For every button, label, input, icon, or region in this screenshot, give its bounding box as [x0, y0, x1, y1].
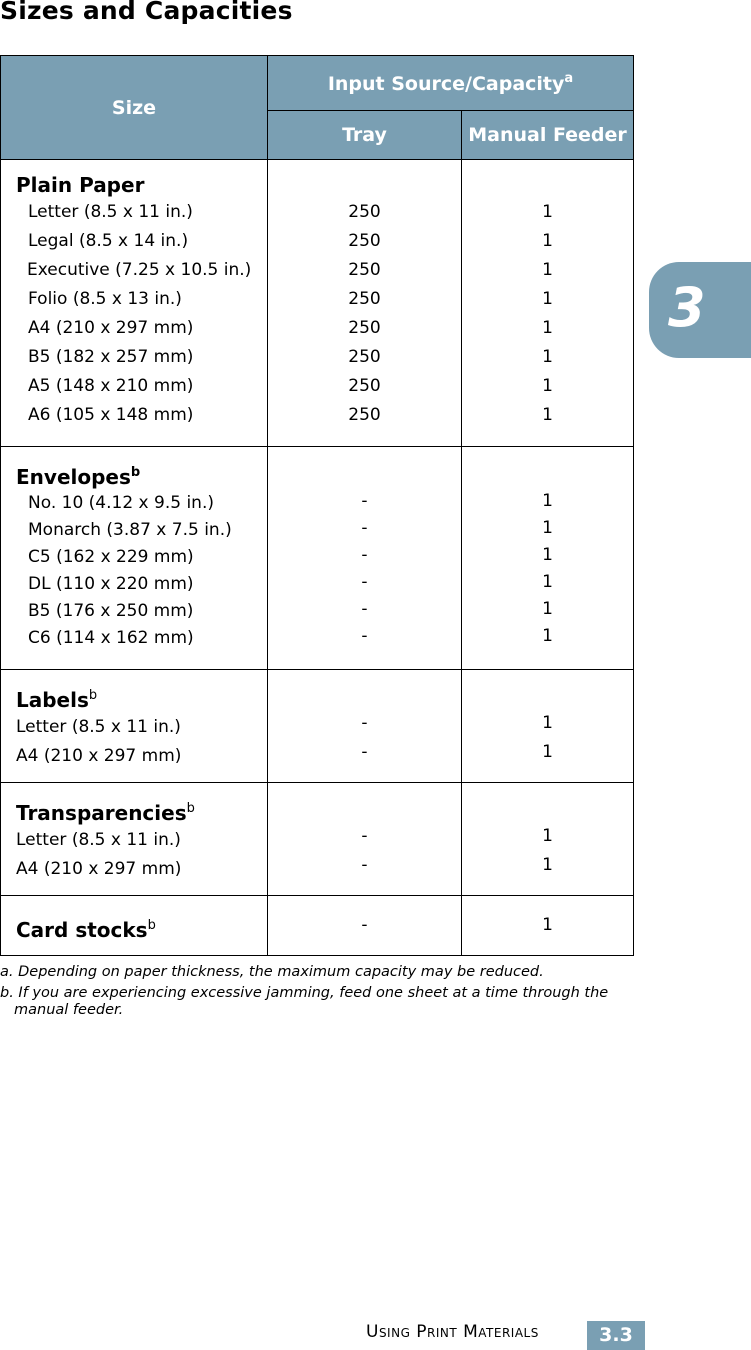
manual-capacity: 1: [542, 347, 553, 367]
tray-capacity: 250: [348, 318, 381, 338]
chapter-number: 3: [668, 276, 706, 339]
table-group-card-stocks: [1, 896, 634, 956]
tray-capacity: 250: [348, 289, 381, 309]
manual-capacity: 1: [542, 855, 553, 875]
tray-capacity: 250: [348, 347, 381, 367]
group-title: Card stocks$^b$: [16, 917, 156, 942]
size-label: Letter (8.5 x 11 in.): [16, 717, 181, 737]
manual-capacity: 1: [542, 376, 553, 396]
group-title: Labels$^b$: [16, 688, 98, 712]
manual-capacity: 1: [542, 318, 553, 338]
tray-capacity: 250: [348, 260, 381, 280]
size-label: Monarch (3.87 x 7.5 in.): [28, 520, 232, 540]
tray-capacity: 250: [348, 231, 381, 251]
tray-capacity: 250: [348, 405, 381, 425]
manual-capacity: 1: [542, 231, 553, 251]
table-group-labels: [1, 670, 634, 783]
size-label: C6 (114 x 162 mm): [28, 628, 194, 648]
header-size: Size: [1, 56, 268, 160]
tray-capacity: 250: [348, 202, 381, 222]
size-label: A6 (105 x 148 mm): [28, 405, 194, 425]
tray-capacity: -: [361, 742, 368, 762]
header-input-source: Input Source/Capacity$^a$: [268, 56, 634, 111]
size-label: Folio (8.5 x 13 in.): [28, 289, 182, 309]
tray-capacity: -: [361, 826, 368, 846]
manual-capacity: 1: [542, 405, 553, 425]
header-tray: Tray: [268, 111, 462, 160]
size-label: B5 (182 x 257 mm): [28, 347, 194, 367]
size-label: C5 (162 x 229 mm): [28, 547, 194, 567]
size-label: Executive (7.25 x 10.5 in.): [27, 260, 252, 280]
manual-capacity: 1: [542, 713, 553, 733]
group-title: Plain Paper: [16, 173, 145, 197]
header-manual-feeder: Manual Feeder: [462, 111, 634, 160]
manual-capacity: 1: [542, 742, 553, 762]
tray-capacity: -: [361, 599, 368, 619]
size-label: B5 (176 x 250 mm): [28, 601, 194, 621]
tray-capacity: 250: [348, 376, 381, 396]
manual-capacity: 1: [542, 626, 553, 646]
size-label: DL (110 x 220 mm): [28, 574, 194, 594]
sizes-capacities-table: [0, 55, 634, 956]
tray-capacity: -: [361, 915, 368, 935]
size-label: Letter (8.5 x 11 in.): [16, 830, 181, 850]
tray-capacity: -: [361, 713, 368, 733]
tray-capacity: -: [361, 855, 368, 875]
manual-capacity: 1: [542, 826, 553, 846]
tray-capacity: -: [361, 572, 368, 592]
table-group-plain-paper: [1, 160, 634, 447]
manual-capacity: 1: [542, 491, 553, 511]
tray-capacity: -: [361, 518, 368, 538]
manual-capacity: 1: [542, 915, 553, 935]
table-group-transparencies: [1, 783, 634, 896]
page-number: 3.3: [587, 1321, 645, 1350]
size-label: A4 (210 x 297 mm): [16, 746, 182, 766]
tray-capacity: -: [361, 626, 368, 646]
manual-capacity: 1: [542, 599, 553, 619]
size-label: A4 (210 x 297 mm): [16, 859, 182, 879]
group-title: Envelopes$^b$: [16, 465, 141, 489]
size-label: Legal (8.5 x 14 in.): [28, 231, 189, 251]
manual-capacity: 1: [542, 518, 553, 538]
size-label: Letter (8.5 x 11 in.): [28, 202, 193, 222]
sizes-table-container: [0, 55, 633, 956]
manual-capacity: 1: [542, 289, 553, 309]
footer-section-title: Using Print Materials: [366, 1322, 539, 1342]
tray-capacity: -: [361, 545, 368, 565]
page-title: Sizes and Capacities: [0, 0, 293, 25]
manual-capacity: 1: [542, 202, 553, 222]
footnote-a: a. Depending on paper thickness, the maximum capacity may be reduced.: [0, 964, 544, 980]
footnote-b: b. If you are experiencing excessive jamming, feed one sheet at a time through the manual feeder.: [0, 985, 609, 1018]
footnotes: [0, 964, 640, 1023]
manual-capacity: 1: [542, 260, 553, 280]
manual-capacity: 1: [542, 572, 553, 592]
manual-capacity: 1: [542, 545, 553, 565]
tray-capacity: -: [361, 491, 368, 511]
table-group-envelopes: [1, 447, 634, 670]
group-title: Transparencies$^b$: [16, 801, 195, 825]
size-label: A5 (148 x 210 mm): [28, 376, 194, 396]
size-label: A4 (210 x 297 mm): [28, 318, 194, 338]
size-label: No. 10 (4.12 x 9.5 in.): [28, 493, 214, 513]
